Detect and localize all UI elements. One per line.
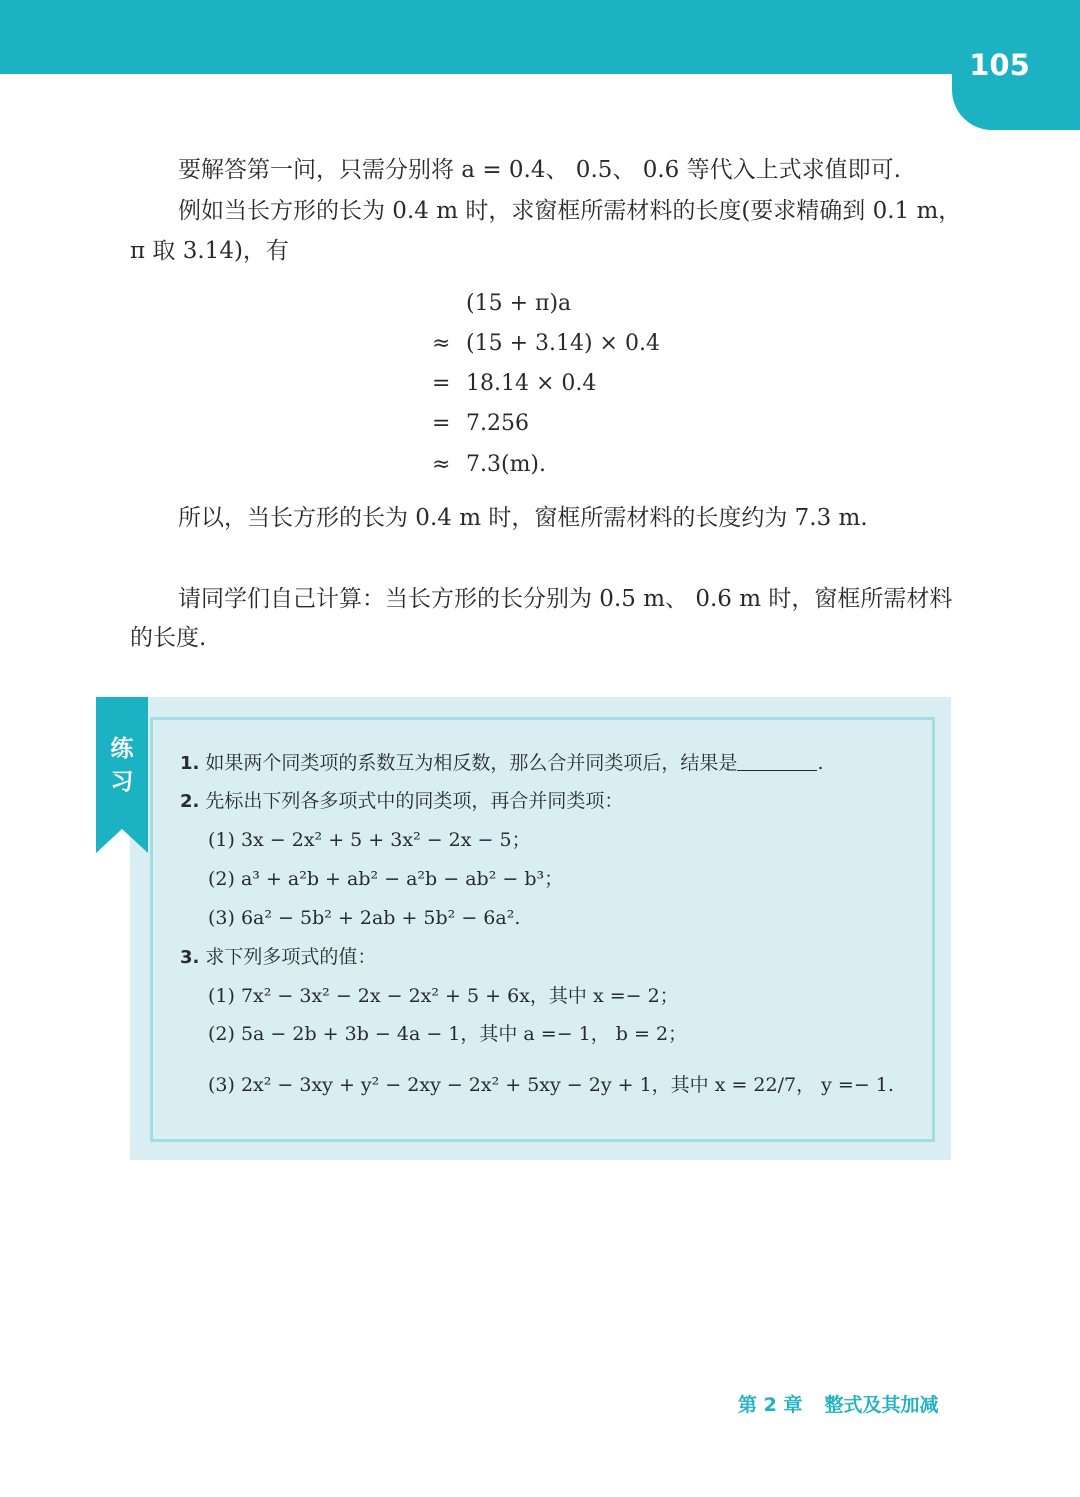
calc-line-5: ≈ 7.3(m). bbox=[432, 452, 547, 477]
calc-line-2: ≈ (15 + 3.14) × 0.4 bbox=[432, 331, 660, 356]
question-2-item-3: (3) 6a² − 5b² + 2ab + 5b² − 6a². bbox=[208, 907, 521, 929]
question-3: 3. 求下列多项式的值： bbox=[180, 946, 377, 968]
page-number: 105 bbox=[969, 48, 1030, 82]
chapter-footer bbox=[738, 1390, 938, 1417]
question-3-item-1: (1) 7x² − 3x² − 2x − 2x² + 5 + 6x，其中 x =− 2； bbox=[208, 985, 679, 1007]
paragraph-2-line-2: π 取 3.14)，有 bbox=[130, 238, 289, 264]
paragraph-3: 所以，当长方形的长为 0.4 m 时，窗框所需材料的长度约为 7.3 m. bbox=[178, 505, 868, 531]
question-3-item-2: (2) 5a − 2b + 3b − 4a − 1，其中 a =− 1， b = 2； bbox=[208, 1023, 688, 1045]
paragraph-4-line-2: 的长度. bbox=[130, 625, 207, 651]
exercise-label: 练 习 bbox=[110, 736, 134, 795]
question-3-item-3: (3) 2x² − 3xy + y² − 2xy − 2x² + 5xy − 2y + 1，其中 x = 22/7， y =− 1. bbox=[208, 1074, 894, 1096]
paragraph-1: 要解答第一问，只需分别将 a = 0.4、 0.5、 0.6 等代入上式求值即可. bbox=[178, 157, 901, 183]
chapter-title: 整式及其加减 bbox=[824, 1394, 939, 1416]
paragraph-2-line-1: 例如当长方形的长为 0.4 m 时，求窗框所需材料的长度(要求精确到 0.1 m， bbox=[178, 198, 962, 224]
question-2-item-1: (1) 3x − 2x² + 5 + 3x² − 2x − 5； bbox=[208, 829, 531, 851]
question-2: 2. 先标出下列各多项式中的同类项，再合并同类项： bbox=[180, 790, 624, 812]
question-1: 1. 如果两个同类项的系数互为相反数，那么合并同类项后，结果是 . bbox=[180, 752, 824, 774]
question-2-item-2: (2) a³ + a²b + ab² − a²b − ab² − b³； bbox=[208, 868, 564, 890]
chapter-number: 第 2 章 bbox=[738, 1394, 803, 1416]
header-bar bbox=[0, 0, 1080, 74]
answer-blank[interactable] bbox=[737, 752, 817, 771]
calc-line-1: (15 + π)a bbox=[466, 291, 572, 316]
calc-line-3: = 18.14 × 0.4 bbox=[432, 371, 597, 396]
calc-line-4: = 7.256 bbox=[432, 411, 529, 436]
paragraph-4-line-1: 请同学们自己计算：当长方形的长分别为 0.5 m、 0.6 m 时，窗框所需材料 bbox=[178, 586, 953, 612]
